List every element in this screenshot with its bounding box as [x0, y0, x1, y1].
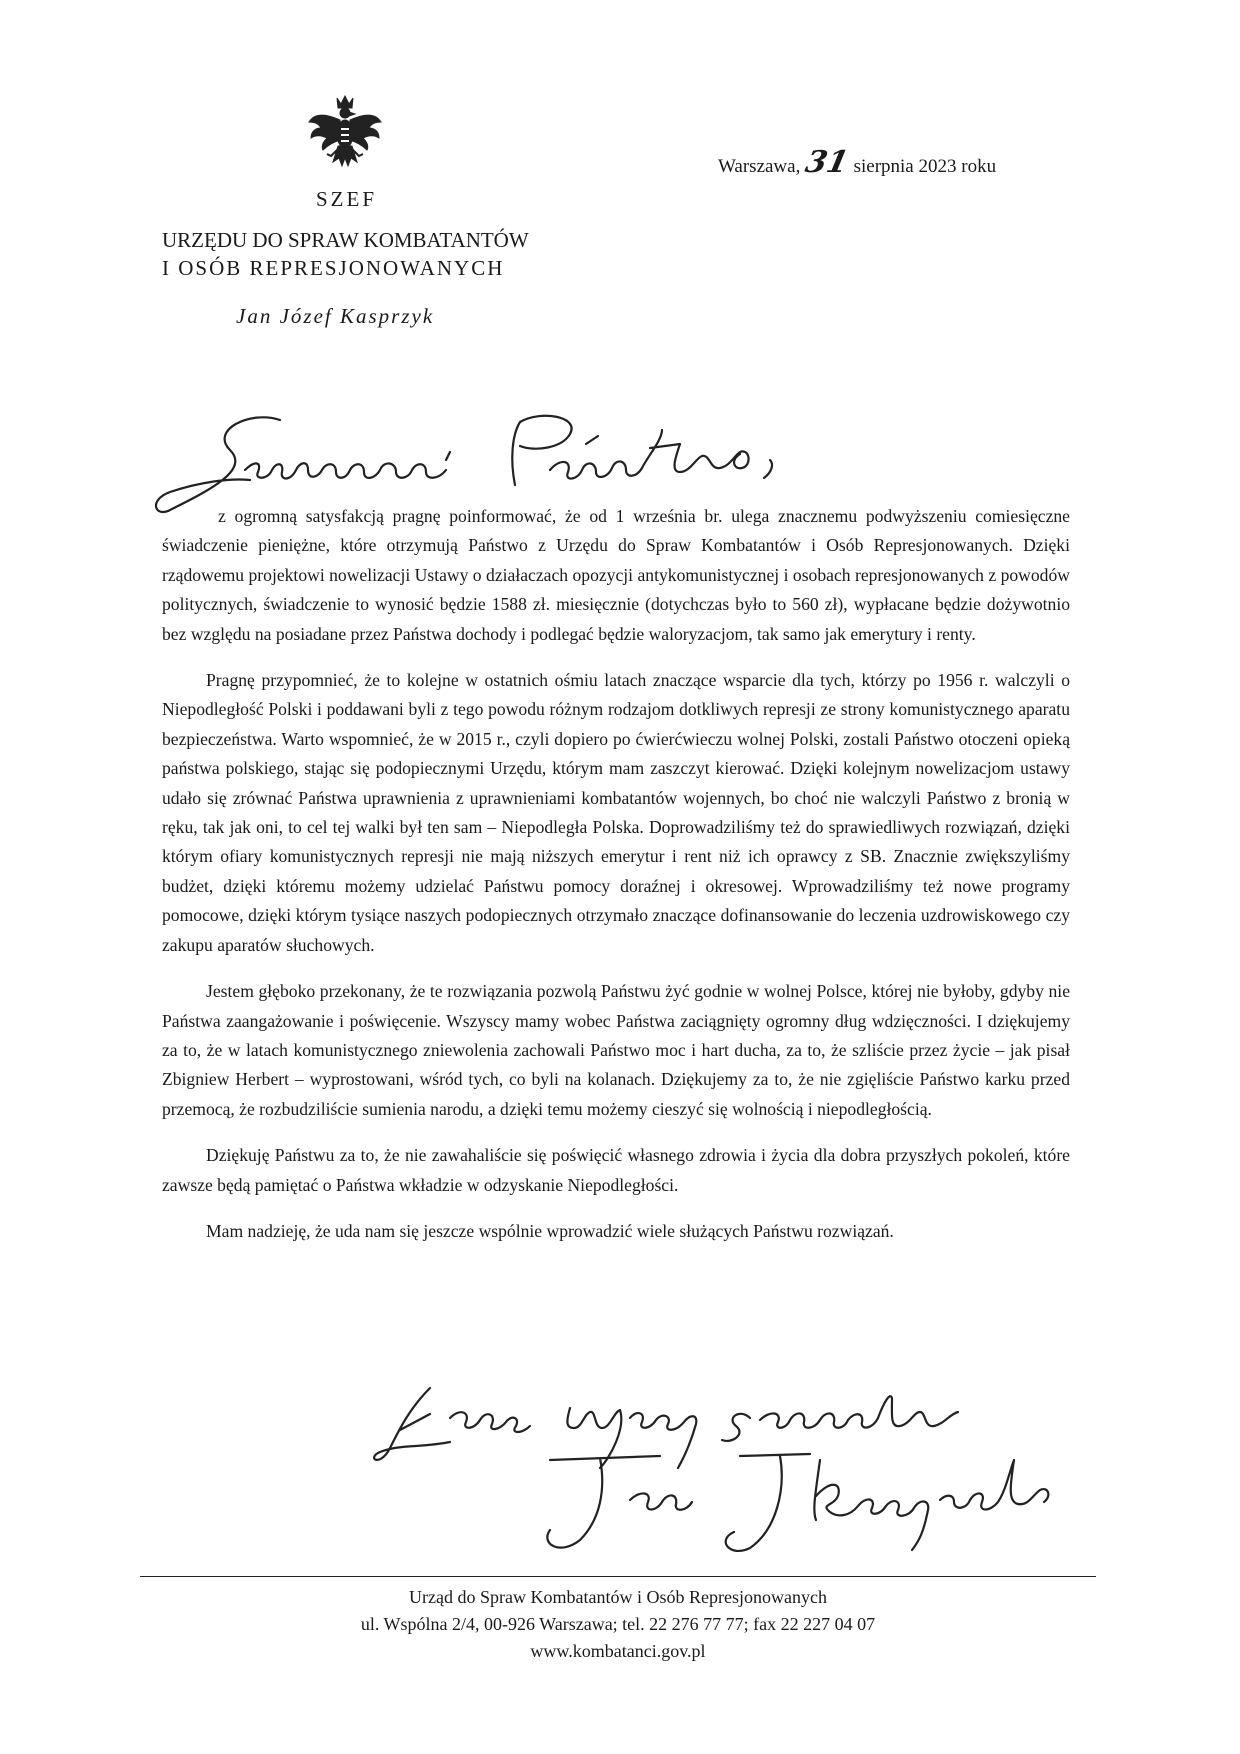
letter-date	[718, 145, 996, 180]
office-name-line1: URZĘDU DO SPRAW KOMBATANTÓW	[162, 228, 529, 252]
closing-text: Łączę wyrazy szacunku	[370, 1378, 380, 1379]
paragraph-4: Dziękuję Państwu za to, że nie zawahaliście się poświęcić własnego zdrowia i życia dla dobra przyszłych pokoleń, które zawsze będą pamiętać o Państwa wkładzie w odzyskanie Niepodległości.	[162, 1145, 1070, 1195]
letter-body	[162, 502, 1070, 1263]
paragraph-2: Pragnę przypomnieć, że to kolejne w ostatnich ośmiu latach znaczące wsparcie dla tych, którzy po 1956 r. walczyli o Niepodległość Polski i poddawani byli z tego powodu różnym rodzajom dotkliwych represji ze strony komunistycznego aparatu bezpieczeństwa. Warto wspomnieć, że w 2015 r., czyli dopiero po ćwierćwieczu wolnej Polski, zostali Państwo otoczeni opieką państwa polskiego, stając się podopiecznymi Urzędu, którym mam zaszczyt kierować. Dzięki kolejnym nowelizacjom ustawy udało się zrównać Państwa uprawnienia z uprawnieniami kombatantów wojennych, bo choć nie walczyli Państwo z bronią w ręku, tak jak oni, to cel tej walki był ten sam – Niepodległa Polska. Doprowadziliśmy też do sprawiedliwych rozwiązań, dzięki którym ofiary komunistycznych represji nie mają niższych emerytur i rent niż ich oprawcy z SB. Znacznie zwiększyliśmy budżet, dzięki któremu możemy udzielać Państwu pomocy doraźnej i okresowej. Wprowadziliśmy też nowe programy pomocowe, dzięki którym tysiące naszych podopiecznych otrzymało znaczące dofinansowanie do leczenia uzdrowiskowego czy zakupu aparatów słuchowych.	[162, 670, 1070, 955]
greeting-text: Szanowni Państwo,	[150, 400, 158, 401]
letter-footer	[140, 1584, 1096, 1665]
office-name-line2: I OSÓB REPRESJONOWANYCH	[162, 256, 505, 280]
paragraph-3: Jestem głęboko przekonany, że te rozwiązania pozwolą Państwu żyć godnie w wolnej Polsce, której nie byłoby, gdyby nie Państwa zaangażowanie i poświęcenie. Wszyscy mamy wobec Państwa zaciągnięty ogromny dług wdzięczności. I dziękujemy za to, że w latach komunistycznego zniewolenia zachowali Państwo moc i hart ducha, za to, że szliście przez życie – jak pisał Zbigniew Herbert – wyprostowani, wśród tych, co byli na kolanach. Dziękujemy za to, że nie zgięliście Państwo karku przed przemocą, że rozbudziliście sumienia narodu, a dzięki temu możemy cieszyć się wolnością i niepodległością.	[162, 981, 1070, 1119]
handwritten-signature	[520, 1440, 1080, 1560]
signature-text: Jan J. Kasprzyk	[520, 1440, 527, 1441]
date-suffix: sierpnia 2023 roku	[853, 156, 997, 177]
paragraph-1: z ogromną satysfakcją pragnę poinformować, że od 1 września br. ulega znacznemu podwyższeniu comiesięczne świadczenie pieniężne, które otrzymują Państwo z Urzędu do Spraw Kombatantów i Osób Represjonowanych. Dzięki rządowemu projektowi nowelizacji Ustawy o działaczach opozycji antykomunistycznej i osobach represjonowanych z powodów politycznych, świadczenie to wynosić będzie 1588 zł. miesięcznie (dotychczas było to 560 zł), wypłacane będzie dożywotnio bez względu na posiadane przez Państwa dochody i podlegać będzie waloryzacjom, tak samo jak emerytury i renty.	[162, 506, 1070, 644]
date-prefix: Warszawa,	[718, 156, 801, 177]
sender-title: SZEF	[316, 187, 378, 211]
footer-office: Urząd do Spraw Kombatantów i Osób Represjonowanych	[409, 1587, 827, 1607]
sender-name: Jan Józef Kasprzyk	[236, 304, 435, 328]
polish-eagle-emblem-icon	[305, 92, 385, 176]
footer-address: ul. Wspólna 2/4, 00-926 Warszawa; tel. 22 276 77 77; fax 22 227 04 07	[360, 1614, 876, 1634]
footer-website: www.kombatanci.gov.pl	[530, 1641, 706, 1661]
date-day-handwritten: 31	[802, 145, 852, 180]
paragraph-5: Mam nadzieję, że uda nam się jeszcze wspólnie wprowadzić wiele służących Państwu rozwiązań.	[206, 1220, 894, 1241]
footer-divider	[140, 1576, 1096, 1577]
